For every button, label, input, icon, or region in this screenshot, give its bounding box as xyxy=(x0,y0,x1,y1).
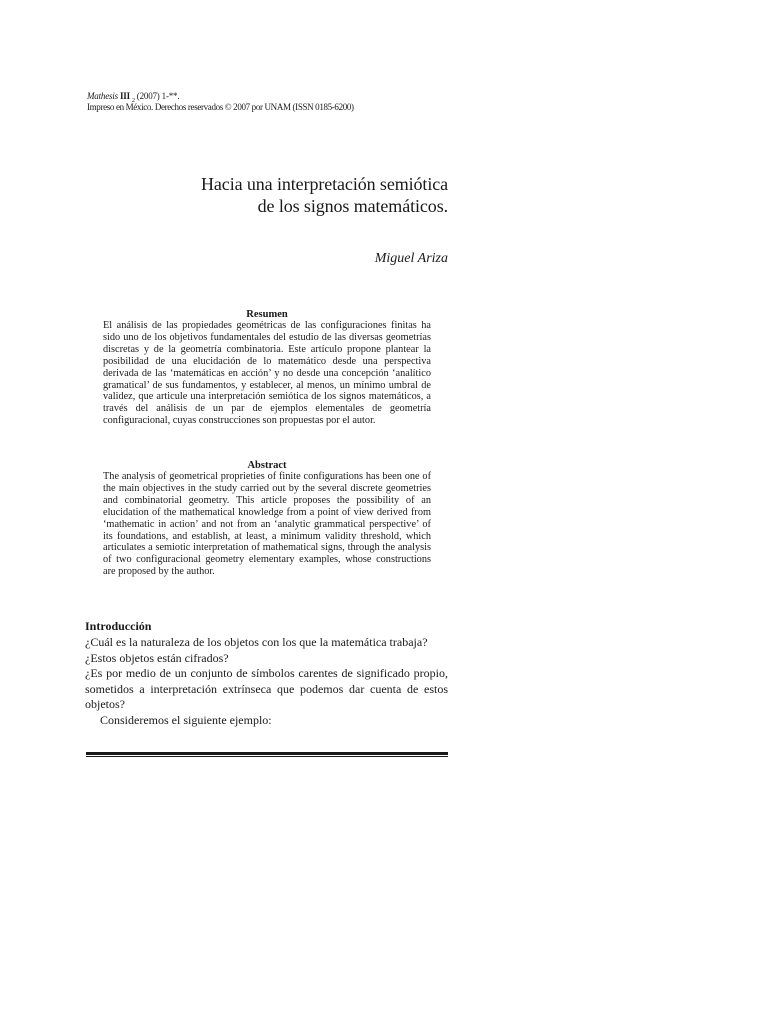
intro-paragraph: Consideremos el siguiente ejemplo: xyxy=(100,712,272,727)
article-title xyxy=(201,173,448,217)
introduccion-heading: Introducción xyxy=(85,619,152,633)
resumen-text: El análisis de las propiedades geométricas de las configuraciones finitas ha sido uno de los objetivos fundamentales del estudio de las diversas geometrías discretas y de la geometría combinatoria. Este artículo propone plantear la posibilidad de una elucidación de lo matemático desde una perspectiva derivada de las ‘matemáticas en acción’ y no desde una concepción ‘analítico gramatical’ de sus fundamentos, y establecer, al menos, un mínimo umbral de validez, que articule una interpretación semiótica de los signos matemáticos, a través del análisis de un par de ejemplos elementales de geometría configuracional, cuyas construcciones son propuestas por el autor. xyxy=(103,320,431,427)
abstract-section xyxy=(103,460,431,578)
journal-volume: III $_2$ xyxy=(119,91,135,104)
resumen-heading: Resumen xyxy=(246,309,288,320)
copyright-notice: Impreso en México. Derechos reservados © 2007 por UNAM (ISSN 0185-6200) xyxy=(87,102,354,112)
footer-rule-thick xyxy=(86,752,448,755)
introduccion-section xyxy=(85,619,448,729)
abstract-text: The analysis of geometrical proprieties of finite configurations has been one of the main objectives in the study carried out by the several discrete geometries and combinatorial geometry. This article proposes the possibility of an elucidation of the mathematical knowledge from a point of view derived from ‘mathematic in action’ and not from an ‘analytic grammatical perspective’ of its foundations, and establish, at least, a minimum validity threshold, which articulates a semiotic interpretation of mathematical signs, through the analysis of two configuracional geometry elementary examples, whose constructions are proposed by the author. xyxy=(103,471,431,578)
journal-issue: (2007) 1-**. xyxy=(134,91,180,101)
footer-rule-thin xyxy=(86,756,448,757)
author-name: Miguel Ariza xyxy=(374,251,448,266)
title-line-1: Hacia una interpretación semiótica xyxy=(201,174,448,194)
journal-name: Mathesis xyxy=(87,91,118,101)
title-line-2: de los signos matemáticos. xyxy=(257,196,448,216)
journal-volume-subscript: 2 xyxy=(131,97,135,104)
intro-paragraph: ¿Es por medio de un conjunto de símbolos carentes de significado propio, sometidos a interpretación extrínseca que podemos dar cuenta de estos objetos? xyxy=(85,666,448,712)
intro-paragraph: ¿Estos objetos están cifrados? xyxy=(85,650,229,665)
resumen-section xyxy=(103,309,431,427)
intro-paragraph: ¿Cuál es la naturaleza de los objetos con los que la matemática trabaja? xyxy=(85,635,428,649)
abstract-heading: Abstract xyxy=(247,460,287,471)
